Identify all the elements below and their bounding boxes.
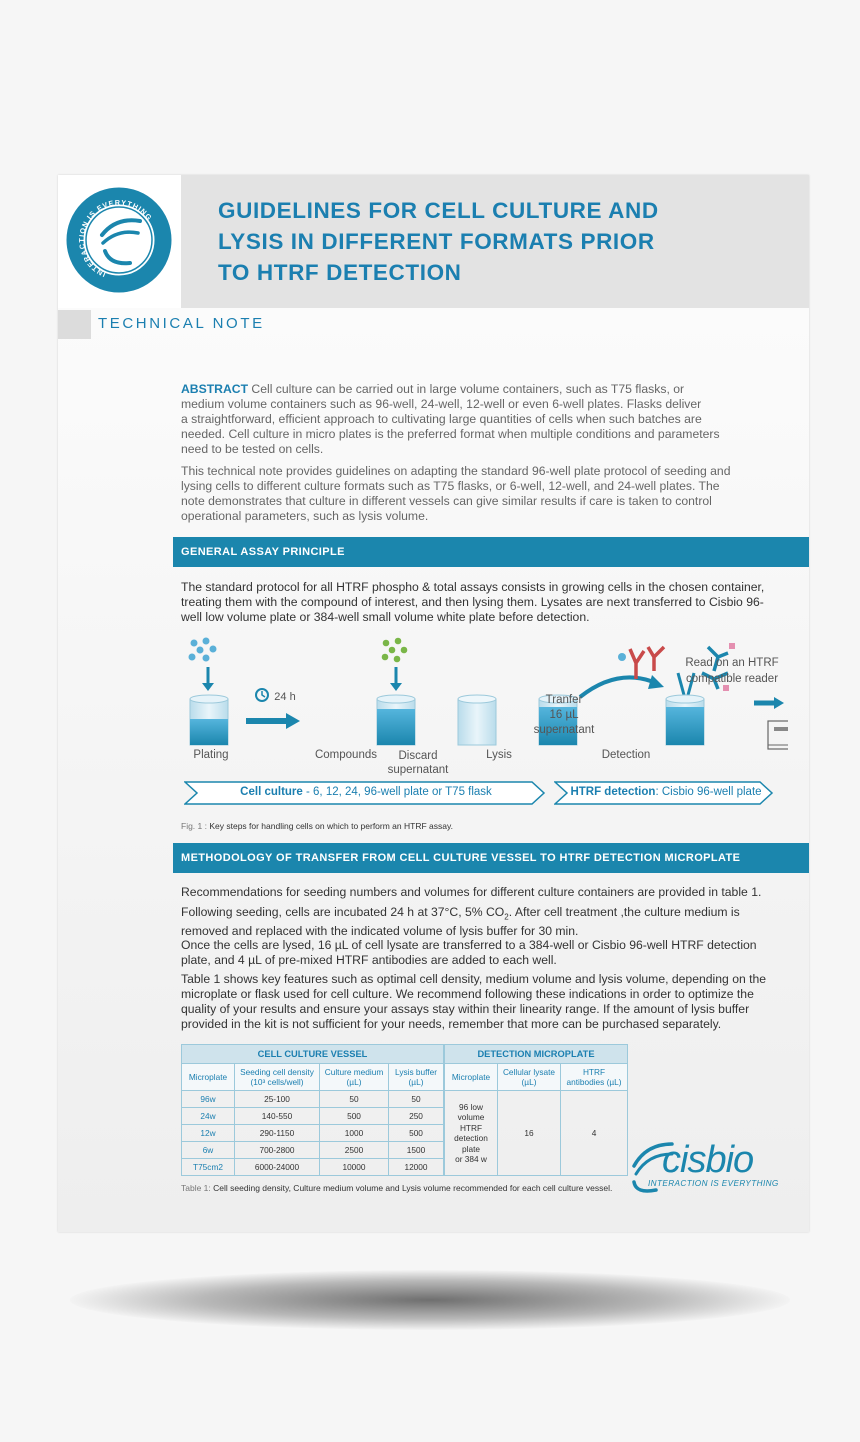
page-title: GUIDELINES FOR CELL CULTURE AND LYSIS IN DIFFERENT FORMATS PRIOR TO HTRF DETECTION: [218, 198, 659, 285]
methodology-paragraph-3: Once the cells are lysed, 16 µL of cell lysate are transferred to a 384-well or Cisbio 96-well HTRF detection plate, and 4 µL of pre-mixed HTRF antibodies are added to each well.: [181, 938, 757, 967]
col-lysate: Cellular lysate (µL): [498, 1064, 561, 1091]
plating-tube-icon: [190, 695, 228, 745]
logo-ring-text: INTERACTION IS EVERYTHING: [76, 197, 155, 279]
col-lysis: Lysis buffer (µL): [389, 1064, 445, 1091]
cells-icon: [189, 638, 217, 662]
compounds-icon: [382, 638, 408, 663]
cisbio-logo-icon: [626, 1120, 786, 1200]
timer-icon: [256, 689, 268, 701]
step-transfer-label: Tranfer 16 µL supernatant: [533, 694, 595, 736]
col-medium: Culture medium (µL): [320, 1064, 389, 1091]
section-heading-methodology: METHODOLOGY OF TRANSFER FROM CELL CULTURE VESSEL TO HTRF DETECTION MICROPLATE: [173, 843, 809, 873]
table-row: 96w 25-100 50 50 96 low volume HTRF detection plate or 384 w 16 4: [182, 1091, 628, 1108]
principle-paragraph: The standard protocol for all HTRF phospho & total assays consists in growing cells in the chosen container, treating them with the compound of interest, and then lysing them. Lysates are next transferred to Cisbio 96- well low volume plate or 384-well small volume white plate before detection.: [181, 580, 765, 624]
table-row: 12w 290-1150 1000 500: [182, 1125, 628, 1142]
step-compounds-label: Compounds: [314, 749, 377, 761]
step-time-label: 24 h: [274, 691, 296, 703]
cell-culture-banner-text: Cell culture - 6, 12, 24, 96-well plate or T75 flask: [240, 786, 492, 798]
detection-plate-cell: 96 low volume HTRF detection plate or 384 w: [444, 1091, 498, 1176]
technical-note-page: [58, 175, 809, 1232]
table-row: 6w 700-2800 2500 1500: [182, 1142, 628, 1159]
culture-table: [181, 1044, 628, 1176]
figure-caption: Fig. 1 : Key steps for handling cells on which to perform an HTRF assay.: [181, 821, 453, 831]
step-detection-label: Detection: [601, 749, 651, 761]
step-lysis-label: Lysis: [486, 749, 512, 761]
step-discard-label: Discard supernatant: [387, 750, 449, 776]
discard-tube-icon: [458, 695, 496, 745]
doc-type-marker: [58, 310, 91, 339]
col-seeding: Seeding cell density (10³ cells/well): [235, 1064, 320, 1091]
table-row: 24w 140-550 500 250: [182, 1108, 628, 1125]
interaction-logo-icon: [58, 175, 181, 308]
note-paragraph: This technical note provides guidelines on adapting the standard 96-well plate protocol of seeding and lysing cells to different culture formats such as T75 flasks, or 6-well, 12-well, and 24-well plates. The note demonstrates that culture in different vessels can give similar results if care is taken to control operational parameters, such as lysis volume.: [181, 464, 731, 523]
methodology-paragraph-1: Recommendations for seeding numbers and volumes for different culture containers are provided in table 1.: [181, 885, 762, 899]
col-antibodies: HTRF antibodies (µL): [561, 1064, 628, 1091]
doc-type-label: TECHNICAL NOTE: [98, 315, 265, 332]
compounds-tube-icon: [377, 695, 415, 745]
brand-tagline: INTERACTION IS EVERYTHING: [648, 1179, 779, 1188]
plate-reader-icon: [768, 721, 788, 749]
page-drop-shadow: [70, 1270, 790, 1330]
col-microplate: Microplate: [182, 1064, 235, 1091]
step-plating-label: Plating: [193, 749, 229, 761]
abstract-label: ABSTRACT: [181, 382, 249, 396]
brand-name: cisbio: [662, 1139, 754, 1181]
detection-lysate-cell: 16: [498, 1091, 561, 1176]
detection-antibodies-cell: 4: [561, 1091, 628, 1176]
section-heading-principle: GENERAL ASSAY PRINCIPLE: [173, 537, 809, 567]
detection-tube-icon: [666, 695, 704, 745]
htrf-detection-banner-text: HTRF detection: Cisbio 96-well plate: [570, 786, 762, 798]
logo-box: [58, 175, 181, 308]
table-row: T75cm2 6000-24000 10000 12000: [182, 1159, 628, 1176]
table-caption: Table 1: Cell seeding density, Culture medium volume and Lysis volume recommended for each cell culture vessel.: [181, 1183, 613, 1193]
abstract-paragraph: ABSTRACT Cell culture can be carried out in large volume containers, such as T75 flasks, or medium volume containers such as 96-well, 24-well, 12-well or even 6-well plates. Flasks deliver a straightforward, efficient approach to cultivating large quantities of cells when such batches are needed. Cell culture in micro plates is the preferred format when multiple conditions and parameters need to be tested on cells.: [181, 382, 720, 456]
table-group-culture: CELL CULTURE VESSEL: [182, 1045, 445, 1064]
methodology-paragraph-4: Table 1 shows key features such as optimal cell density, medium volume and lysis volume, depending on the microplate or flask used for cell culture. We recommend following these indications in order to optimize the quality of your results and ensure your assays stay within their linearity range. If the amount of lysis buffer provided in the kit is not sufficient for your needs, remember that more can be purchased separately.: [181, 972, 767, 1031]
table-group-detection: DETECTION MICROPLATE: [444, 1045, 628, 1064]
methodology-paragraph-2: Following seeding, cells are incubated 24 h at 37°C, 5% $CO_2$. After cell treatment ,the culture medium is removed and replaced with the indicated volume of lysis buffer for 30 min.: [181, 905, 740, 939]
step-read-label: Read on an HTRF compatible reader: [685, 657, 779, 685]
col-det-microplate: Microplate: [444, 1064, 498, 1091]
